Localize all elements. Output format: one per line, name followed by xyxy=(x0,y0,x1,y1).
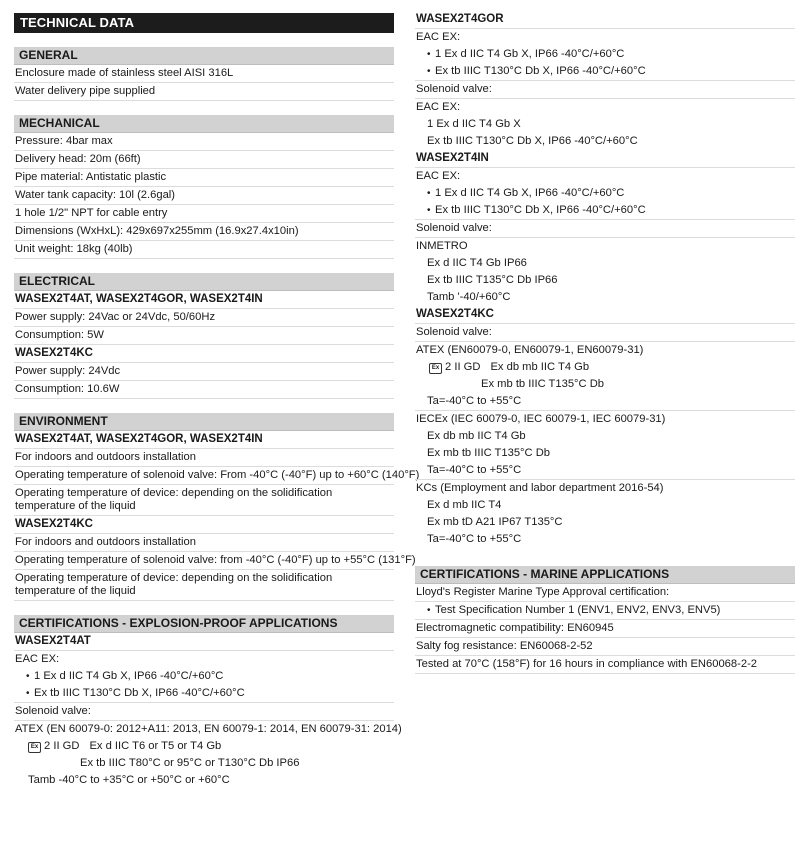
section-cert-explosion-heading: CERTIFICATIONS - EXPLOSION-PROOF APPLICATIONS xyxy=(14,615,394,633)
electrical-model-a: WASEX2T4AT, WASEX2T4GOR, WASEX2T4IN xyxy=(14,291,394,309)
cert-in-inmetro-line: Ex tb IIIC T135°C Db IP66 xyxy=(427,274,558,286)
cert-at-eac-label: EAC EX: xyxy=(15,653,60,665)
environment-row: Operating temperature of solenoid valve: from -40°C (-40°F) up to +55°C (131°F) xyxy=(14,552,394,570)
cert-kc-iecex-ta: Ta=-40°C to +55°C xyxy=(415,462,795,480)
cert-model-kc: WASEX2T4KC xyxy=(415,306,795,324)
environment-row: For indoors and outdoors installation xyxy=(14,534,394,552)
section-cert-marine-heading: CERTIFICATIONS - MARINE APPLICATIONS xyxy=(415,566,795,584)
section-electrical-heading: ELECTRICAL xyxy=(14,273,394,291)
cert-at-eac-line: 1 Ex d IIC T4 Gb X, IP66 -40°C/+60°C xyxy=(34,670,224,682)
bullet-icon xyxy=(427,48,435,60)
ex-atex-icon: Ex xyxy=(28,742,41,753)
cert-at-tamb: Tamb -40°C to +35°C or +50°C or +60°C xyxy=(28,774,230,786)
mechanical-row: Pressure: 4bar max xyxy=(14,133,394,151)
cert-kc-kcs-line: Ex d mb IIC T4 xyxy=(427,499,502,511)
cert-kc-kcs: KCs (Employment and labor department 2016-54) xyxy=(416,482,664,494)
cert-at-atex-group: 2 II GD xyxy=(44,740,80,752)
mechanical-row: Pipe material: Antistatic plastic xyxy=(14,169,394,187)
cert-in-inmetro: INMETRO xyxy=(416,240,468,252)
cert-kc-iecex: IECEx (IEC 60079-0, IEC 60079-1, IEC 60079-31) xyxy=(416,413,666,425)
mechanical-row: Unit weight: 18kg (40lb) xyxy=(14,241,394,259)
cert-at-atex: ATEX (EN 60079-0: 2012+A11: 2013, EN 60079-1: 2014, EN 60079-31: 2014) xyxy=(15,723,402,735)
cert-at-atex-line: Ex tb IIIC T80°C or 95°C or T130°C Db IP66 xyxy=(80,757,300,769)
cert-in-solenoid: Solenoid valve: xyxy=(415,220,795,238)
cert-kc-iecex-line: Ex mb tb IIIC T135°C Db xyxy=(427,447,551,459)
environment-row: Operating temperature of solenoid valve: From -40°C (-40°F) up to +60°C (140°F) xyxy=(14,467,394,485)
cert-in-inmetro-line: Ex d IIC T4 Gb IP66 xyxy=(427,257,527,269)
cert-at-atex-line: Ex d IIC T6 or T5 or T4 Gb xyxy=(89,740,222,752)
marine-row: Tested at 70°C (158°F) for 16 hours in compliance with EN60068-2-2 xyxy=(415,656,795,674)
cert-in-eac-line: Ex tb IIIC T130°C Db X, IP66 -40°C/+60°C xyxy=(435,204,646,216)
section-general-heading: GENERAL xyxy=(14,47,394,65)
bullet-icon xyxy=(26,687,34,699)
page-title: TECHNICAL DATA xyxy=(14,13,394,33)
cert-gor-solenoid: Solenoid valve: xyxy=(415,81,795,99)
marine-row: Lloyd's Register Marine Type Approval certification: xyxy=(415,584,795,602)
left-column xyxy=(14,13,420,789)
cert-gor-eac-line: Ex tb IIIC T130°C Db X, IP66 -40°C/+60°C xyxy=(435,65,646,77)
mechanical-row: Delivery head: 20m (66ft) xyxy=(14,151,394,169)
electrical-row: Power supply: 24Vdc xyxy=(14,363,394,381)
bullet-icon xyxy=(427,65,435,77)
bullet-icon xyxy=(26,670,34,682)
marine-row: Test Specification Number 1 (ENV1, ENV2, ENV3, ENV5) xyxy=(435,604,721,616)
section-environment-heading: ENVIRONMENT xyxy=(14,413,394,431)
cert-gor-eac2-line: Ex tb IIIC T130°C Db X, IP66 -40°C/+60°C xyxy=(427,135,638,147)
marine-row: Salty fog resistance: EN60068-2-52 xyxy=(415,638,795,656)
cert-gor-eac-label: EAC EX: xyxy=(416,31,461,43)
bullet-icon xyxy=(427,604,435,616)
right-column xyxy=(415,11,795,674)
cert-in-inmetro-line: Tamb '-40/+60°C xyxy=(427,291,511,303)
cert-kc-atex: ATEX (EN60079-0, EN60079-1, EN60079-31) xyxy=(416,344,644,356)
bullet-icon xyxy=(427,204,435,216)
environment-row: For indoors and outdoors installation xyxy=(14,449,394,467)
cert-kc-atex-ta: Ta=-40°C to +55°C xyxy=(415,393,795,411)
cert-at-solenoid: Solenoid valve: xyxy=(14,703,394,721)
electrical-row: Power supply: 24Vac or 24Vdc, 50/60Hz xyxy=(14,309,394,327)
cert-gor-eac2-line: 1 Ex d IIC T4 Gb X xyxy=(427,118,521,130)
environment-row: Operating temperature of device: depending on the solidification temperature of the liquid xyxy=(14,570,394,601)
cert-model-gor: WASEX2T4GOR xyxy=(415,11,795,29)
environment-model-b: WASEX2T4KC xyxy=(14,516,394,534)
cert-kc-atex-line: Ex mb tb IIIC T135°C Db xyxy=(481,378,605,390)
cert-kc-solenoid: Solenoid valve: xyxy=(415,324,795,342)
cert-kc-iecex-line: Ex db mb IIC T4 Gb xyxy=(427,430,526,442)
general-row: Water delivery pipe supplied xyxy=(14,83,394,101)
cert-in-eac-line: 1 Ex d IIC T4 Gb X, IP66 -40°C/+60°C xyxy=(435,187,625,199)
cert-in-eac-label: EAC EX: xyxy=(416,170,461,182)
ex-atex-icon: Ex xyxy=(429,363,442,374)
cert-model-at: WASEX2T4AT xyxy=(14,633,394,651)
cert-at-eac-line: Ex tb IIIC T130°C Db X, IP66 -40°C/+60°C xyxy=(34,687,245,699)
cert-gor-eac2-label: EAC EX: xyxy=(416,101,461,113)
bullet-icon xyxy=(427,187,435,199)
mechanical-row: Dimensions (WxHxL): 429x697x255mm (16.9x27.4x10in) xyxy=(14,223,394,241)
cert-model-in: WASEX2T4IN xyxy=(415,150,795,168)
cert-gor-eac-line: 1 Ex d IIC T4 Gb X, IP66 -40°C/+60°C xyxy=(435,48,625,60)
general-row: Enclosure made of stainless steel AISI 316L xyxy=(14,65,394,83)
electrical-row: Consumption: 5W xyxy=(14,327,394,345)
electrical-row: Consumption: 10.6W xyxy=(14,381,394,399)
cert-kc-atex-line: Ex db mb IIC T4 Gb xyxy=(490,361,590,373)
section-mechanical-heading: MECHANICAL xyxy=(14,115,394,133)
cert-kc-kcs-line: Ex mb tD A21 IP67 T135°C xyxy=(427,516,563,528)
environment-model-a: WASEX2T4AT, WASEX2T4GOR, WASEX2T4IN xyxy=(14,431,394,449)
cert-kc-kcs-ta: Ta=-40°C to +55°C xyxy=(427,533,522,545)
mechanical-row: 1 hole 1/2" NPT for cable entry xyxy=(14,205,394,223)
cert-kc-atex-group: 2 II GD xyxy=(445,361,481,373)
mechanical-row: Water tank capacity: 10l (2.6gal) xyxy=(14,187,394,205)
environment-row: Operating temperature of device: depending on the solidification temperature of the liquid xyxy=(14,485,394,516)
marine-row: Electromagnetic compatibility: EN60945 xyxy=(415,620,795,638)
electrical-model-b: WASEX2T4KC xyxy=(14,345,394,363)
